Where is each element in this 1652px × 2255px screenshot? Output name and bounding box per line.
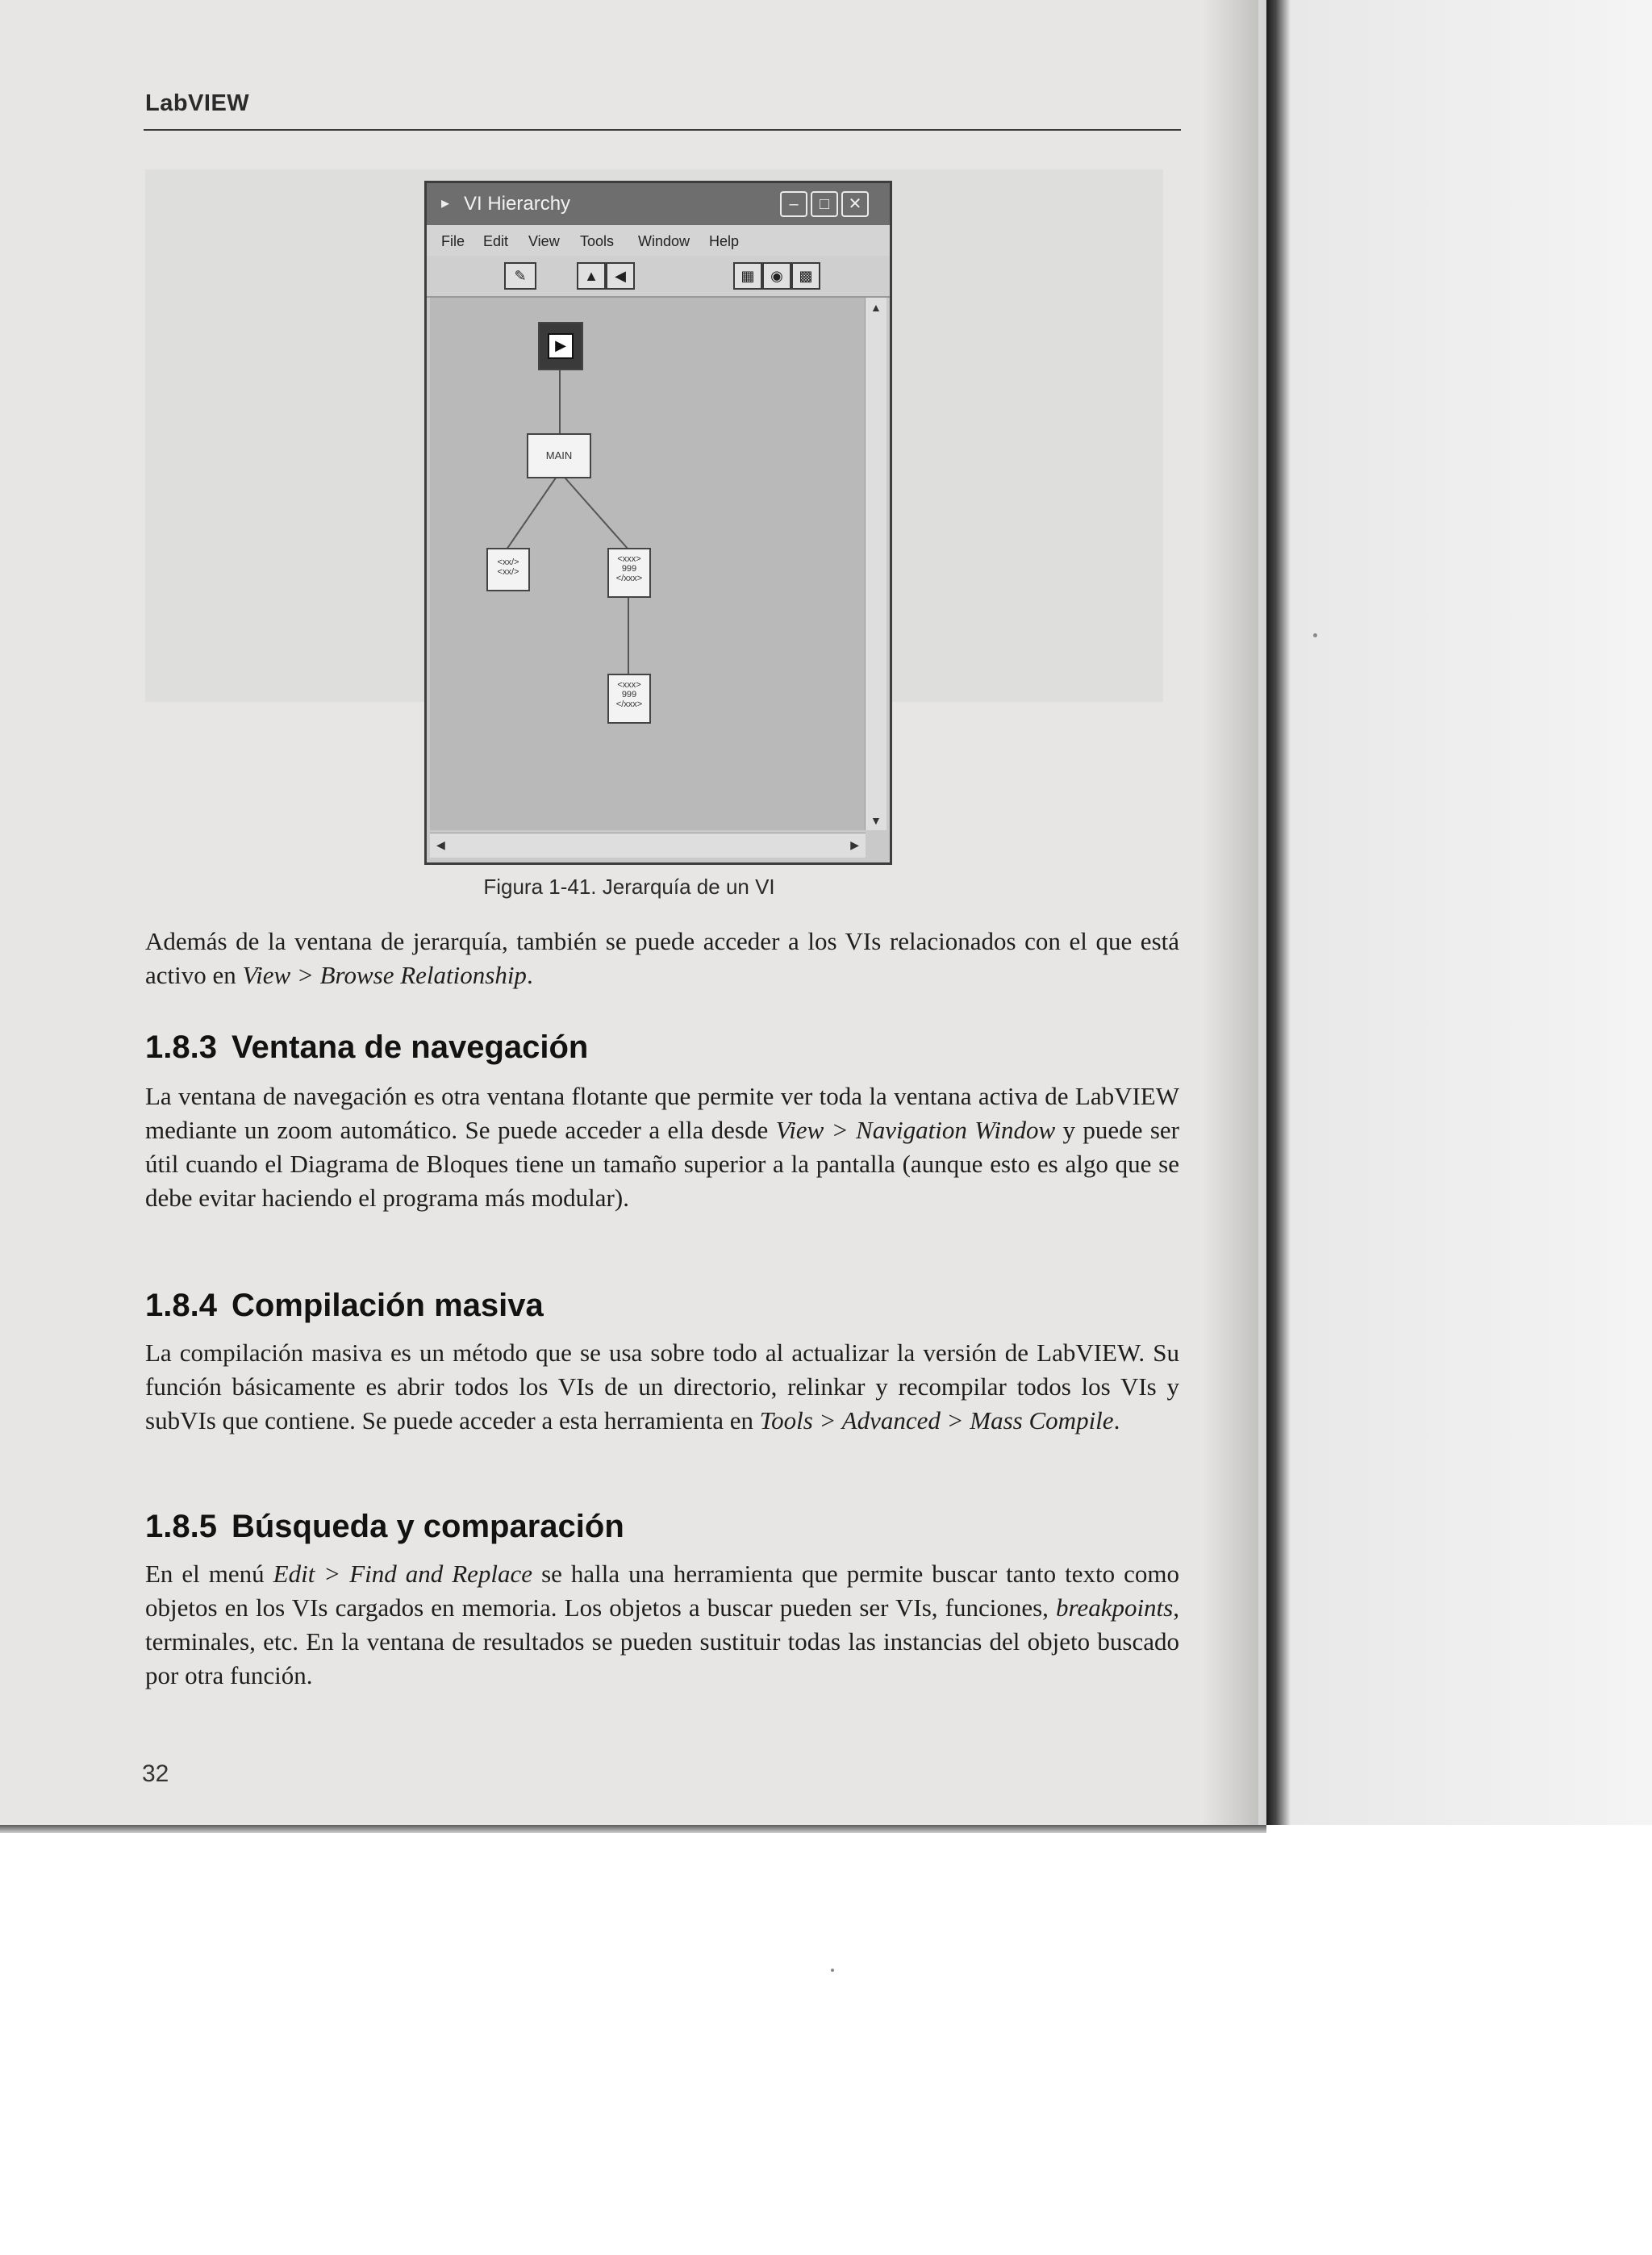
scroll-right-icon[interactable]: ▶: [850, 838, 859, 851]
menu-view[interactable]: View: [528, 233, 560, 249]
scan-speck: [1313, 633, 1317, 637]
include-vilib-icon[interactable]: ▦: [733, 262, 762, 290]
page-shadow: [1202, 0, 1266, 1825]
horizontal-scrollbar[interactable]: [430, 833, 866, 858]
horizontal-layout-icon[interactable]: ◀: [606, 262, 635, 290]
hierarchy-canvas[interactable]: [430, 298, 866, 830]
include-globals-icon[interactable]: ◉: [762, 262, 791, 290]
section-body-find-compare: En el menú Edit > Find and Replace se halla una herramienta que permite buscar tanto texto como objetos en los VIs cargados en memoria. Los objetos a buscar pueden ser VIs, funciones, breakpoints, terminales, etc. En la ventana de resultados se pueden sustituir todas las instancias del objeto buscado por otra función.: [145, 1560, 1179, 1689]
menu-file[interactable]: File: [441, 233, 465, 249]
binding-edge: [1266, 0, 1652, 1825]
window-toolbar: [427, 256, 890, 298]
scan-speck: [831, 1969, 834, 1972]
running-head: LabVIEW: [145, 90, 250, 116]
maximize-icon[interactable]: □: [811, 191, 838, 217]
vertical-scrollbar[interactable]: [865, 298, 886, 830]
include-typedefs-icon[interactable]: ▩: [791, 262, 820, 290]
page-number: 32: [142, 1760, 169, 1787]
top-level-vi-icon[interactable]: ▶: [538, 322, 583, 370]
intro-paragraph: Además de la ventana de jerarquía, también se puede acceder a los VIs relacionados con el que está activo en View > Browse Relationship.: [145, 927, 1179, 989]
window-title: VI Hierarchy: [464, 193, 571, 215]
vi-hierarchy-window: [424, 181, 892, 865]
redraw-icon[interactable]: ✎: [504, 262, 536, 290]
scroll-left-icon[interactable]: ◀: [436, 838, 445, 851]
scroll-up-icon[interactable]: ▲: [870, 301, 882, 314]
left-subvi-node[interactable]: <xx/> <xx/>: [486, 548, 530, 591]
section-heading-navigation: 1.8.3 Ventana de navegación: [145, 1029, 589, 1065]
main-vi-node[interactable]: MAIN: [527, 433, 591, 478]
figure-caption: Figura 1-41. Jerarquía de un VI: [483, 875, 775, 899]
close-icon[interactable]: ✕: [841, 191, 869, 217]
menu-help[interactable]: Help: [709, 233, 740, 249]
minimize-icon[interactable]: –: [780, 191, 807, 217]
page-bottom-edge: [0, 1825, 1266, 1833]
header-rule: [144, 129, 1181, 131]
scroll-down-icon[interactable]: ▼: [870, 814, 882, 827]
section-body-mass-compile: La compilación masiva es un método que se usa sobre todo al actualizar la versión de LabVIEW. Su función básicamente es abrir todos los VIs de un directorio, relinkar y recompilar todos los VIs y subVIs que contiene. Se puede acceder a esta herramienta en Tools > Advanced > Mass Compile.: [145, 1338, 1179, 1434]
bottom-subvi-node[interactable]: <xxx> 999 </xxx>: [607, 674, 651, 724]
menu-tools[interactable]: Tools: [580, 233, 615, 249]
right-subvi-node[interactable]: <xxx> 999 </xxx>: [607, 548, 651, 598]
section-heading-find-compare: 1.8.5 Búsqueda y comparación: [145, 1509, 624, 1544]
section-heading-mass-compile: 1.8.4 Compilación masiva: [145, 1288, 544, 1323]
window-titlebar: [427, 183, 890, 225]
vertical-layout-icon[interactable]: ▲: [577, 262, 606, 290]
window-menubar: [427, 225, 890, 256]
menu-edit[interactable]: Edit: [483, 233, 509, 249]
menu-window[interactable]: Window: [638, 233, 690, 249]
section-body-navigation: La ventana de navegación es otra ventana flotante que permite ver toda la ventana activa de LabVIEW mediante un zoom automático. Se puede acceder a ella desde View > Navigation Window y puede ser útil cuando el Diagrama de Bloques tiene un tamaño superior a la pantalla (aunque esto es algo que se debe evitar haciendo el programa más modular).: [145, 1082, 1179, 1212]
window-app-icon: ▸: [441, 194, 450, 212]
